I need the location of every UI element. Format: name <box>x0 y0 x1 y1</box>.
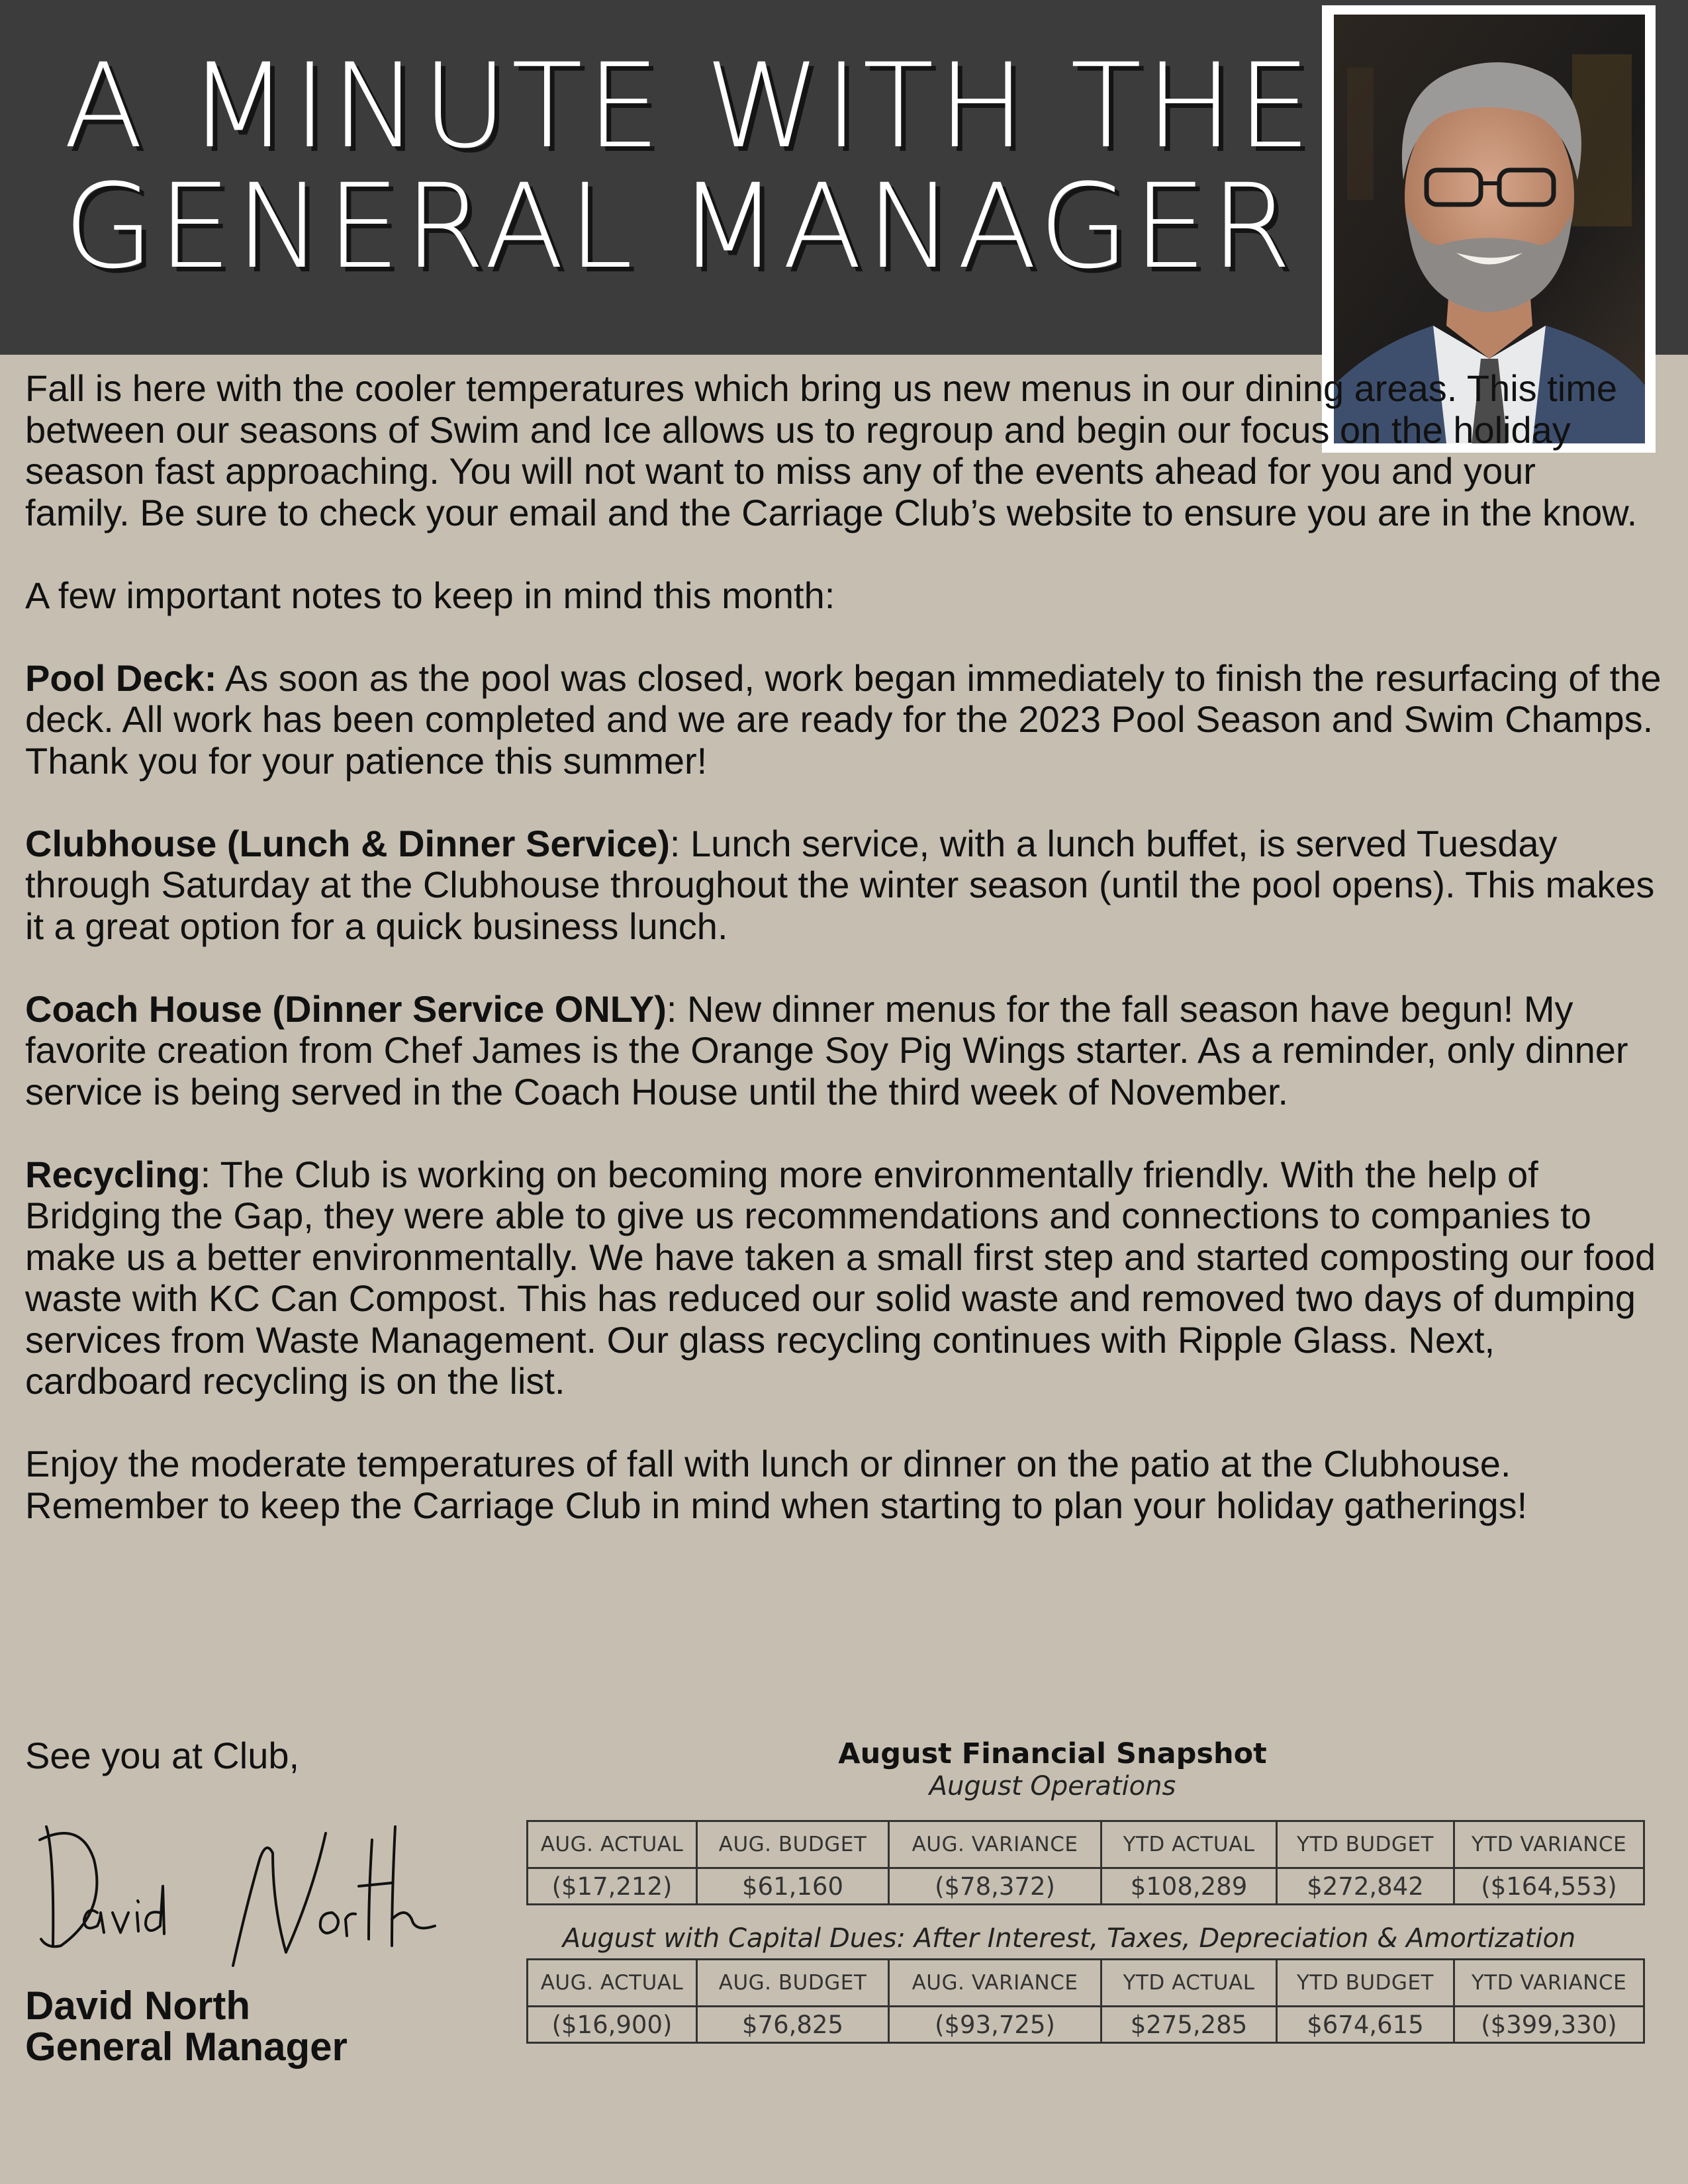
closing-paragraph: Enjoy the moderate temperatures of fall with lunch or dinner on the patio at the Clubhouse. Remember to keep the Carriage Club in mind when starting to plan your holiday gatherings! <box>25 1443 1528 1526</box>
section-heading: Pool Deck: <box>25 657 217 699</box>
signoff-text: See you at Club, <box>25 1735 300 1776</box>
signer-name: David North <box>25 1983 251 2028</box>
section-coach-house <box>25 989 1667 1113</box>
operations-table <box>526 1820 1645 1905</box>
section-text: : Lunch service, with a lunch buffet, is served Tuesday through Saturday at the Clubhouse throughout the winter season (until the pool opens). This makes it a great option for a quick business lunch. <box>25 822 1655 947</box>
table-cell: ($17,212) <box>528 1868 697 1905</box>
capital-subtitle: August with Capital Dues: After Interest, Taxes, Depreciation & Amortization <box>562 1923 1576 1954</box>
section-pool-deck <box>25 658 1667 782</box>
table-header-row <box>528 1960 1644 2007</box>
signer-title: General Manager <box>25 2025 348 2069</box>
section-text: As soon as the pool was closed, work began immediately to finish the resurfacing of the deck. All work has been completed and we are ready for the 2023 Pool Season and Swim Champs. Thank you for your patience this summer! <box>25 657 1662 782</box>
column-header: AUG. VARIANCE <box>889 1960 1102 2007</box>
section-heading: Coach House (Dinner Service ONLY) <box>25 987 667 1030</box>
letter-body <box>25 368 1667 1568</box>
page-title <box>64 38 1315 295</box>
table-cell: $275,285 <box>1102 2007 1277 2043</box>
column-header: YTD VARIANCE <box>1454 1821 1644 1868</box>
financial-snapshot <box>526 1737 1645 2044</box>
column-header: AUG. BUDGET <box>697 1821 889 1868</box>
title-line-2: GENERAL MANAGER <box>64 159 1296 295</box>
column-header: YTD VARIANCE <box>1454 1960 1644 2007</box>
section-recycling <box>25 1154 1667 1402</box>
table-cell: $61,160 <box>697 1868 889 1905</box>
signer-block <box>25 1985 348 2068</box>
table-cell: $272,842 <box>1277 1868 1454 1905</box>
table-cell: $108,289 <box>1102 1868 1277 1905</box>
column-header: YTD BUDGET <box>1277 1821 1454 1868</box>
title-line-1: A MINUTE WITH THE <box>64 38 1315 174</box>
snapshot-subtitle: August Operations <box>929 1771 1176 1801</box>
column-header: AUG. VARIANCE <box>889 1821 1102 1868</box>
table-cell: ($93,725) <box>889 2007 1102 2043</box>
table-cell: ($399,330) <box>1454 2007 1644 2043</box>
section-text: : The Club is working on becoming more environmentally friendly. With the help of Bridging the Gap, they were able to give us recommendations and connections to companies to make us a better environmentally. We have taken a small first step and started composting our food waste with KC Can Compost. This has reduced our solid waste and removed two days of dumping services from Waste Management. Our glass recycling continues with Ripple Glass. Next, cardboard recycling is on the list. <box>25 1153 1656 1402</box>
column-header: AUG. ACTUAL <box>528 1821 697 1868</box>
table-cell: $76,825 <box>697 2007 889 2043</box>
section-heading: Recycling <box>25 1153 201 1195</box>
section-heading: Clubhouse (Lunch & Dinner Service) <box>25 822 670 864</box>
signature <box>34 1813 445 1972</box>
table-cell: ($16,900) <box>528 2007 697 2043</box>
notes-intro: A few important notes to keep in mind this month: <box>25 574 835 616</box>
table-header-row <box>528 1821 1644 1868</box>
section-clubhouse <box>25 823 1667 948</box>
intro-paragraph: Fall is here with the cooler temperatures which bring us new menus in our dining areas. This time between our seasons of Swim and Ice allows us to regroup and begin our focus on the holiday season fast approaching. You will not want to miss any of the events ahead for you and your family. Be sure to check your email and the Carriage Club’s website to ensure you are in the know. <box>25 367 1638 533</box>
section-text: : New dinner menus for the fall season have begun! My favorite creation from Chef James is the Orange Soy Pig Wings starter. As a reminder, only dinner service is being served in the Coach House until the third week of November. <box>25 987 1628 1113</box>
table-row <box>528 2007 1644 2043</box>
column-header: YTD ACTUAL <box>1102 1960 1277 2007</box>
table-cell: ($164,553) <box>1454 1868 1644 1905</box>
snapshot-title: August Financial Snapshot <box>838 1737 1267 1770</box>
table-cell: ($78,372) <box>889 1868 1102 1905</box>
table-row <box>528 1868 1644 1905</box>
capital-table <box>526 1958 1645 2044</box>
column-header: YTD ACTUAL <box>1102 1821 1277 1868</box>
column-header: YTD BUDGET <box>1277 1960 1454 2007</box>
column-header: AUG. ACTUAL <box>528 1960 697 2007</box>
table-cell: $674,615 <box>1277 2007 1454 2043</box>
column-header: AUG. BUDGET <box>697 1960 889 2007</box>
